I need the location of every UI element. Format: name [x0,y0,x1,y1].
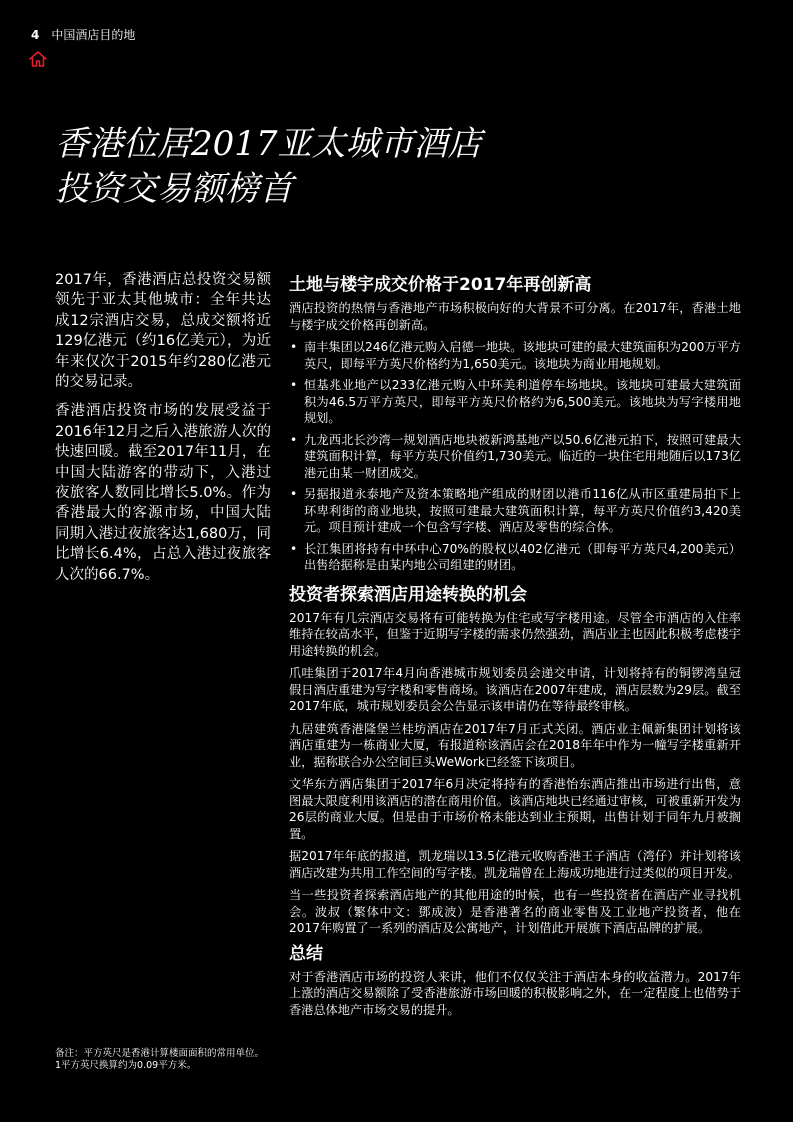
intro-column [55,270,271,594]
footnote-line-1: 备注：平方英尺是香港计算楼面面积的常用单位。 [55,1048,265,1059]
section-heading-land-prices: 土地与楼宇成交价格于2017年再创新高 [289,275,592,295]
intro-paragraph-2: 香港酒店投资市场的发展受益于2016年12月之后入港旅游人次的快速回暖。截至2017年11月，在中国大陆游客的带动下，入港过夜旅客人数同比增长5.0%。作为香港最大的客源市场，中国大陆同期入港过夜旅客达1,680万，同比增长6.4%，占总入港过夜旅客人次的66.7%。 [55,403,271,583]
section2-paragraph: 文华东方酒店集团于2017年6月决定将持有的香港怡东酒店推出市场进行出售，意图最大限度利用该酒店的潜在商用价值。该酒店地块已经通过审核，可被重新开发为26层的商业大厦。但是由于市场价格未能达到业主预期，出售计划于同年九月被搁置。 [289,777,741,841]
footnote-line-2: 1平方英尺换算约为0.09平方米。 [55,1060,197,1071]
section-heading-conversion: 投资者探索酒店用途转换的机会 [289,584,527,605]
home-icon[interactable] [29,51,47,67]
page-number: 4 [31,27,40,42]
intro-paragraph-1: 2017年，香港酒店总投资交易额领先于亚太其他城市：全年共达成12宗酒店交易，总成交额将近129亿港元（约16亿美元），为近年来仅次于2015年约280亿港元的交易记录。 [55,272,271,391]
summary-paragraph: 对于香港酒店市场的投资人来讲，他们不仅仅关注于酒店本身的收益潜力。2017年上涨的酒店交易额除了受香港旅游市场回暖的积极影响之外，在一定程度上也借势于香港总体地产市场交易的提升。 [289,969,741,1017]
list-item: • 恒基兆业地产以233亿港元购入中环美利道停车场地块。该地块可建最大建筑面积为46.5万平方英尺，即每平方英尺价格约为6,500美元。该地块为写字楼用地规划。 [289,377,741,427]
section2-paragraph: 据2017年年底的报道，凯龙瑞以13.5亿港元收购香港王子酒店（湾仔）并计划将该酒店改建为共用工作空间的写字楼。凯龙瑞曾在上海成功地进行过类似的项目开发。 [289,849,741,880]
section-heading-summary: 总结 [289,943,323,964]
list-item: • 南丰集团以246亿港元购入启德一地块。该地块可建的最大建筑面积为200万平方英尺，即每平方英尺价格约为1,650美元。该地块为商业用地规划。 [289,339,741,372]
page-header [31,26,135,43]
section2-paragraph: 2017年有几宗酒店交易将有可能转换为住宅或写字楼用途。尽管全市酒店的入住率维持在较高水平，但鉴于近期写字楼的需求仍然强劲，酒店业主也因此积极考虑楼宇用途转换的机会。 [289,610,741,658]
main-column [289,274,741,1024]
list-item: • 长江集团将持有中环中心70%的股权以402亿港元（即每平方英尺4,200美元）出售给据称是由某内地公司组建的财团。 [289,541,741,574]
section2-paragraph: 当一些投资者探索酒店地产的其他用途的时候，也有一些投资者在酒店产业寻找机会。波叔（繁体中文：鄧成波）是香港著名的商业零售及工业地产投资者，他在2017年购置了一系列的酒店及公寓地产，计划借此开展旗下酒店品牌的扩展。 [289,888,741,935]
page-title [55,122,675,212]
transaction-list [289,339,741,574]
section-title: 中国酒店目的地 [51,28,136,42]
section2-paragraph: 九居建筑香港隆堡兰桂坊酒店在2017年7月正式关闭。酒店业主佩新集团计划将该酒店重建为一栋商业大厦，有报道称该酒店会在2018年年中作为一幢写字楼重新开业，据称联合办公空间巨头WeWork已经签下该项目。 [289,721,741,769]
list-item: • 九龙西北长沙湾一规划酒店地块被新鸿基地产以50.6亿港元拍下，按照可建最大建筑面积计算，每平方英尺价值约1,730美元。临近的一块住宅用地随后以173亿港元由某一财团成交。 [289,432,741,482]
list-item: • 另据报道永泰地产及资本策略地产组成的财团以港币116亿从市区重建局拍下上环卑利街的商业地块，按照可建最大建筑面积计算，每平方英尺价值约3,420美元。项目预计建成一个包含写字楼、酒店及零售的综合体。 [289,486,741,536]
section2-paragraph: 爪哇集团于2017年4月向香港城市规划委员会递交申请，计划将持有的铜锣湾皇冠假日酒店重建为写字楼和零售商场。该酒店在2007年建成，酒店层数为29层。截至2017年底，城市规划委员会公告显示该申请仍在等待最终审核。 [289,666,741,713]
title-line-1: 香港位居2017亚太城市酒店 [55,124,482,164]
footnote [55,1048,271,1072]
section1-intro: 酒店投资的热情与香港地产市场积极向好的大背景不可分离。在2017年，香港土地与楼宇成交价格再创新高。 [289,301,741,332]
title-line-2: 投资交易额榜首 [55,169,293,209]
